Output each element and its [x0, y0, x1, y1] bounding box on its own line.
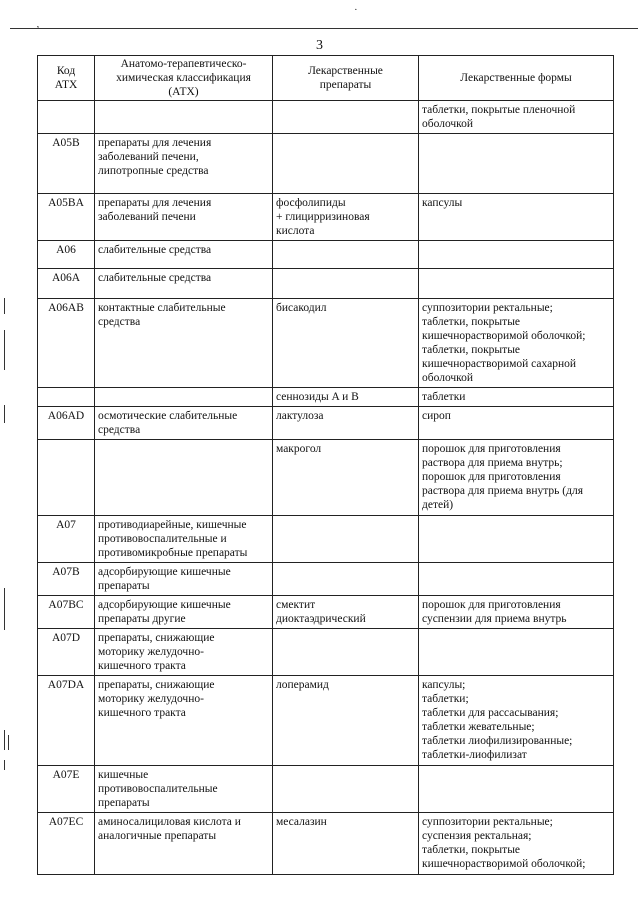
row-code: [38, 101, 95, 134]
row-class: слабительные средства: [95, 269, 273, 299]
row-code: A07: [38, 516, 95, 563]
row-drug: [273, 241, 419, 269]
row-form: таблетки: [419, 388, 614, 407]
row-class: препараты для лечения заболеваний печени: [95, 194, 273, 241]
table-row: [38, 629, 614, 676]
row-form: порошок для приготовления раствора для приема внутрь; порошок для приготовления раствора для приема внутрь (для детей): [419, 440, 614, 516]
table-row: [38, 407, 614, 440]
scan-edge-mark: [4, 405, 5, 423]
row-class: [95, 388, 273, 407]
row-form: [419, 766, 614, 813]
row-form: суппозитории ректальные; суспензия ректальная; таблетки, покрытые кишечнорастворимой оболочкой;: [419, 813, 614, 875]
row-drug: лактулоза: [273, 407, 419, 440]
row-code: A06AB: [38, 299, 95, 388]
table-row: [38, 766, 614, 813]
header-drugs: Лекарственные препараты: [273, 56, 419, 101]
row-class: слабительные средства: [95, 241, 273, 269]
row-class: препараты, снижающие моторику желудочно- кишечного тракта: [95, 676, 273, 766]
scan-edge-mark: [4, 760, 5, 770]
row-drug: [273, 563, 419, 596]
row-code: A07BC: [38, 596, 95, 629]
row-code: A07E: [38, 766, 95, 813]
table-row: [38, 101, 614, 134]
table-row: [38, 299, 614, 388]
row-drug: лоперамид: [273, 676, 419, 766]
row-code: [38, 440, 95, 516]
row-class: противодиарейные, кишечные противовоспалительные и противомикробные препараты: [95, 516, 273, 563]
table-row: [38, 813, 614, 875]
row-form: [419, 269, 614, 299]
row-code: A05BA: [38, 194, 95, 241]
row-form: сироп: [419, 407, 614, 440]
row-class: контактные слабительные средства: [95, 299, 273, 388]
row-form: таблетки, покрытые пленочной оболочкой: [419, 101, 614, 134]
table-row: [38, 241, 614, 269]
table-header-row: [38, 56, 614, 101]
table-row: [38, 134, 614, 194]
row-form: [419, 241, 614, 269]
row-class: [95, 440, 273, 516]
row-drug: бисакодил: [273, 299, 419, 388]
row-code: A06A: [38, 269, 95, 299]
table-row: [38, 563, 614, 596]
row-class: препараты, снижающие моторику желудочно- кишечного тракта: [95, 629, 273, 676]
row-class: осмотические слабительные средства: [95, 407, 273, 440]
row-drug: [273, 629, 419, 676]
header-classification: Анатомо-терапевтическо- химическая классификация (АТХ): [95, 56, 273, 101]
row-code: A07EC: [38, 813, 95, 875]
row-code: A06: [38, 241, 95, 269]
row-drug: смектит диоктаэдрический: [273, 596, 419, 629]
row-form: суппозитории ректальные; таблетки, покрытые кишечнорастворимой оболочкой; таблетки, покрытые кишечнорастворимой сахарной оболочкой: [419, 299, 614, 388]
row-code: A07DA: [38, 676, 95, 766]
scan-edge-mark: [4, 588, 5, 630]
table-row: [38, 516, 614, 563]
scan-edge-mark: [8, 735, 9, 750]
row-class: адсорбирующие кишечные препараты: [95, 563, 273, 596]
row-class: [95, 101, 273, 134]
dot-mark: ·: [354, 4, 358, 16]
scan-edge-mark: [4, 730, 5, 750]
table-row: [38, 388, 614, 407]
row-drug: сеннозиды A и B: [273, 388, 419, 407]
row-code: A06AD: [38, 407, 95, 440]
row-drug: [273, 766, 419, 813]
row-form: [419, 516, 614, 563]
scan-edge-mark: [4, 298, 5, 314]
row-drug: [273, 101, 419, 134]
row-code: A05B: [38, 134, 95, 194]
row-code: A07B: [38, 563, 95, 596]
atc-table: [37, 55, 614, 875]
page-number: 3: [316, 38, 323, 53]
row-drug: [273, 516, 419, 563]
row-drug: фосфолипиды + глицирризиновая кислота: [273, 194, 419, 241]
row-code: A07D: [38, 629, 95, 676]
table-row: [38, 440, 614, 516]
header-code: Код АТХ: [38, 56, 95, 101]
table-row: [38, 596, 614, 629]
table-row: [38, 194, 614, 241]
row-drug: [273, 134, 419, 194]
row-drug: месалазин: [273, 813, 419, 875]
row-form: [419, 629, 614, 676]
row-drug: [273, 269, 419, 299]
table-row: [38, 676, 614, 766]
row-code: [38, 388, 95, 407]
row-class: аминосалициловая кислота и аналогичные препараты: [95, 813, 273, 875]
row-class: препараты для лечения заболеваний печени, липотропные средства: [95, 134, 273, 194]
header-forms: Лекарственные формы: [419, 56, 614, 101]
row-class: адсорбирующие кишечные препараты другие: [95, 596, 273, 629]
row-form: капсулы: [419, 194, 614, 241]
corner-mark: ‚: [36, 18, 40, 30]
row-form: порошок для приготовления суспензии для приема внутрь: [419, 596, 614, 629]
top-rule: [10, 28, 638, 29]
row-class: кишечные противовоспалительные препараты: [95, 766, 273, 813]
table-row: [38, 269, 614, 299]
scan-edge-mark: [4, 330, 5, 370]
row-form: [419, 563, 614, 596]
row-form: [419, 134, 614, 194]
row-form: капсулы; таблетки; таблетки для рассасывания; таблетки жевательные; таблетки лиофилизированные; таблетки-лиофилизат: [419, 676, 614, 766]
row-drug: макрогол: [273, 440, 419, 516]
